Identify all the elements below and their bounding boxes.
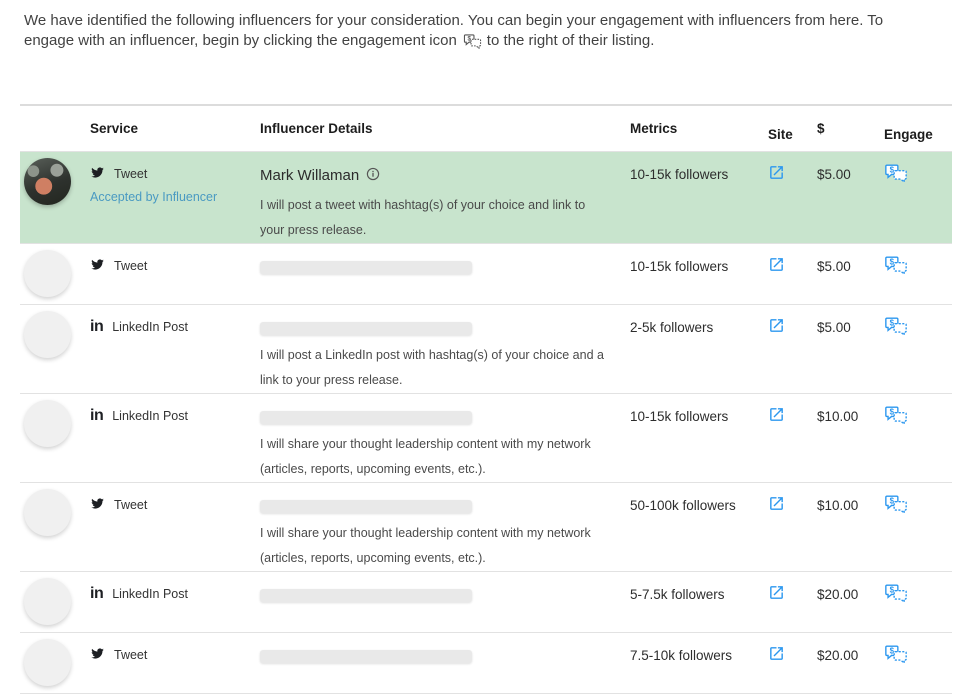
metrics-value: 10-15k followers (630, 167, 729, 182)
header-metrics: Metrics (630, 121, 678, 136)
engage-button[interactable] (884, 164, 908, 188)
linkedin-icon: in (90, 585, 104, 602)
influencer-table (20, 104, 952, 694)
external-link-icon[interactable] (768, 256, 785, 278)
influencer-row (20, 244, 952, 305)
redacted-name-bar (260, 411, 472, 424)
external-link-icon[interactable] (768, 645, 785, 667)
info-icon[interactable] (366, 167, 380, 185)
table-body (20, 152, 952, 694)
influencer-row (20, 305, 952, 394)
service-description: I will post a LinkedIn post with hashtag(s) of your choice and a link to your press release. (260, 348, 604, 387)
engage-button[interactable] (884, 256, 908, 280)
linkedin-icon: in (90, 318, 104, 335)
price-value: $20.00 (817, 648, 859, 663)
external-link-icon[interactable] (768, 317, 785, 339)
service-cell (90, 586, 260, 602)
price-value: $5.00 (817, 167, 851, 182)
service-label: Tweet (114, 259, 148, 273)
engage-button[interactable] (884, 317, 908, 341)
external-link-icon[interactable] (768, 584, 785, 606)
service-cell (90, 258, 260, 274)
intro-text-after: to the right of their listing. (486, 32, 655, 49)
service-cell (90, 166, 260, 182)
header-avatar-spacer (20, 123, 90, 135)
influencer-row (20, 633, 952, 694)
service-description: I will share your thought leadership content with my network (articles, reports, upcoming events, etc.). (260, 526, 591, 565)
twitter-icon (90, 497, 105, 513)
redacted-name-bar (260, 261, 472, 274)
avatar (24, 639, 71, 686)
header-influencer-details: Influencer Details (260, 121, 373, 136)
engagement-icon (463, 34, 482, 55)
metrics-value: 50-100k followers (630, 498, 736, 513)
service-label: Tweet (114, 498, 148, 512)
service-label: LinkedIn Post (112, 320, 188, 334)
metrics-value: 10-15k followers (630, 409, 729, 424)
service-label: LinkedIn Post (112, 587, 188, 601)
header-service: Service (90, 121, 139, 136)
linkedin-icon: in (90, 407, 104, 424)
header-price: $ (817, 121, 825, 136)
redacted-name-bar (260, 322, 472, 335)
redacted-name-bar (260, 650, 472, 663)
external-link-icon[interactable] (768, 495, 785, 517)
engage-button[interactable] (884, 584, 908, 608)
influencer-row (20, 152, 952, 244)
avatar (24, 400, 71, 447)
metrics-value: 5-7.5k followers (630, 587, 725, 602)
influencer-row (20, 483, 952, 572)
engage-button[interactable] (884, 406, 908, 430)
avatar (24, 578, 71, 625)
service-description: I will share your thought leadership content with my network (articles, reports, upcoming events, etc.). (260, 437, 591, 476)
table-header-row (20, 106, 952, 152)
twitter-icon (90, 166, 105, 182)
service-cell (90, 408, 260, 424)
price-value: $5.00 (817, 259, 851, 274)
avatar (24, 489, 71, 536)
service-label: LinkedIn Post (112, 409, 188, 423)
twitter-icon (90, 258, 105, 274)
influencer-name: Mark Willaman (260, 167, 360, 184)
metrics-value: 10-15k followers (630, 259, 729, 274)
service-cell (90, 497, 260, 513)
external-link-icon[interactable] (768, 164, 785, 186)
header-site: Site (768, 127, 793, 142)
engage-button[interactable] (884, 495, 908, 519)
intro-text-before: We have identified the following influencers for your consideration. You can begin your engagement with influencers from here. To engage with an influencer, begin by clicking the engagement icon (24, 12, 884, 49)
service-description: I will post a tweet with hashtag(s) of your choice and link to your press release. (260, 198, 586, 237)
intro-text (24, 11, 936, 55)
engage-button[interactable] (884, 645, 908, 669)
service-label: Tweet (114, 648, 148, 662)
avatar (24, 250, 71, 297)
header-engage: Engage (884, 127, 933, 142)
service-cell (90, 319, 260, 335)
accepted-status: Accepted by Influencer (90, 190, 218, 204)
metrics-value: 7.5-10k followers (630, 648, 733, 663)
price-value: $20.00 (817, 587, 859, 602)
avatar (24, 311, 71, 358)
twitter-icon (90, 647, 105, 663)
external-link-icon[interactable] (768, 406, 785, 428)
service-label: Tweet (114, 167, 148, 181)
service-cell (90, 647, 260, 663)
price-value: $10.00 (817, 498, 859, 513)
influencer-name-line (260, 166, 630, 185)
metrics-value: 2-5k followers (630, 320, 714, 335)
price-value: $5.00 (817, 320, 851, 335)
price-value: $10.00 (817, 409, 859, 424)
redacted-name-bar (260, 500, 472, 513)
influencer-row (20, 394, 952, 483)
avatar (24, 158, 71, 205)
influencer-row (20, 572, 952, 633)
redacted-name-bar (260, 589, 472, 602)
